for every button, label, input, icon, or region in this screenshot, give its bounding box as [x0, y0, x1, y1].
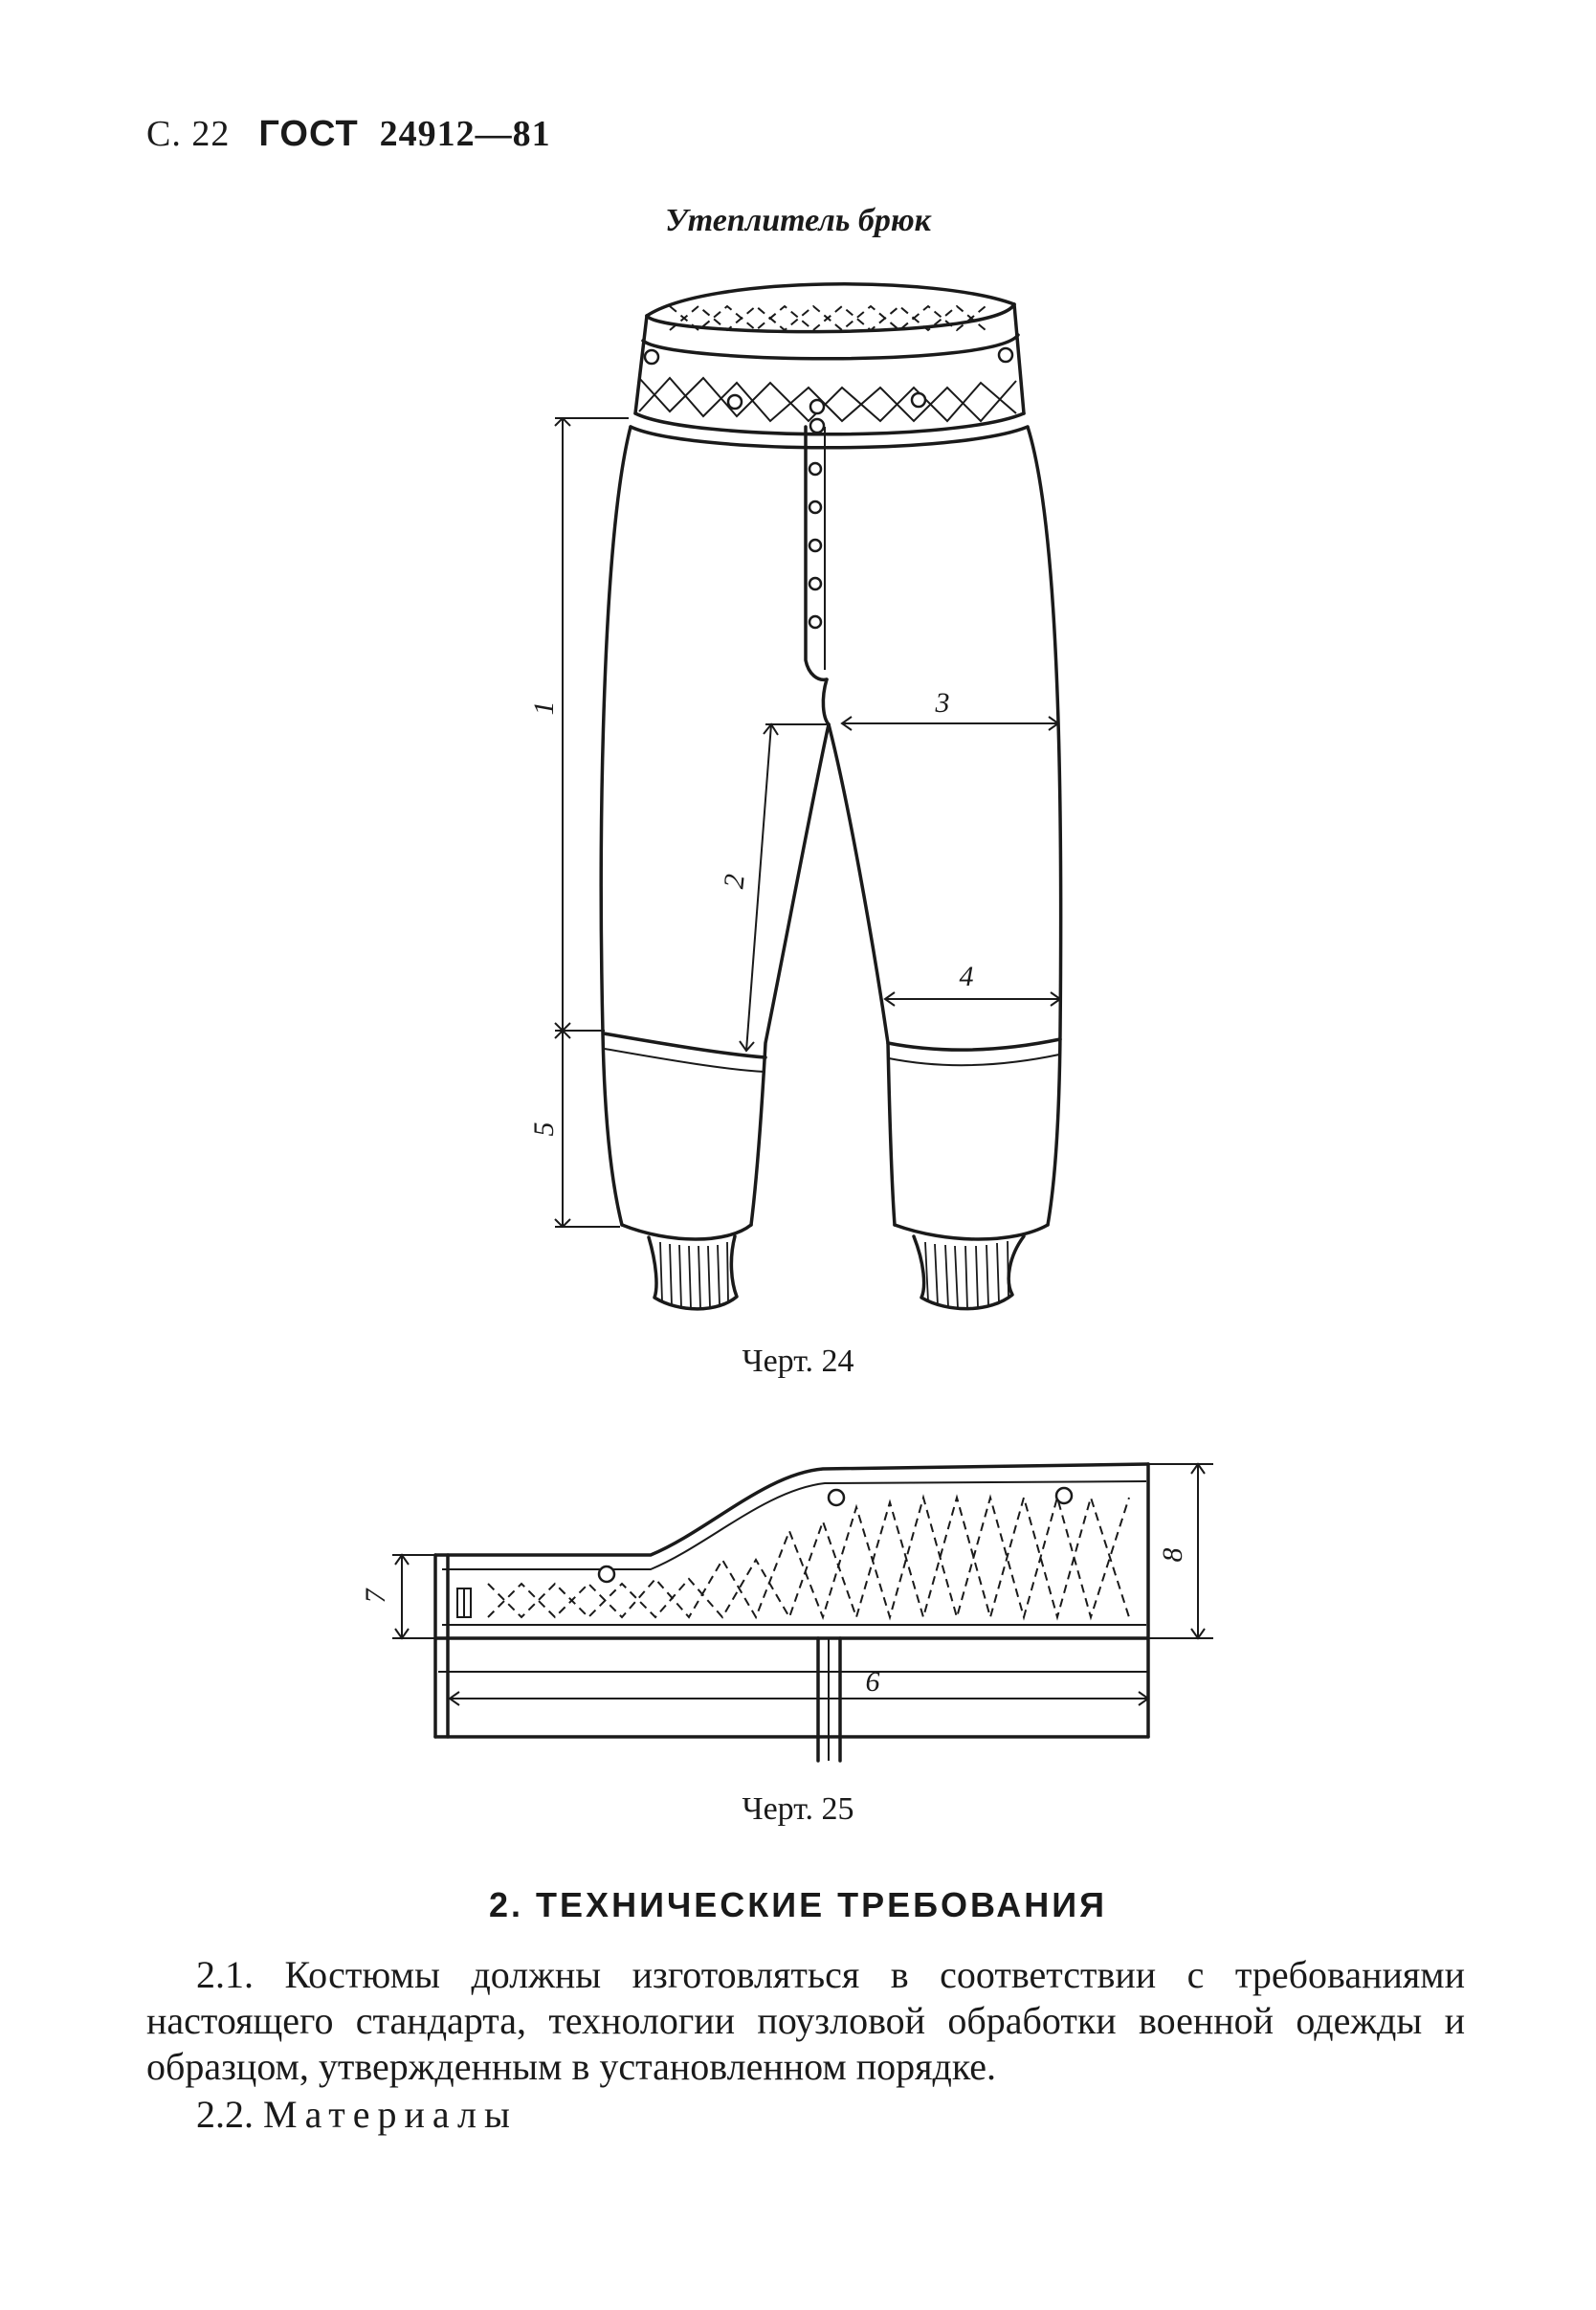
page-number: С. 22: [146, 114, 231, 154]
label-6: 6: [865, 1666, 880, 1698]
standard-number: 24912—81: [379, 114, 551, 154]
standard-label: ГОСТ: [258, 114, 359, 154]
drawing-title: Утеплитель брюк: [665, 203, 931, 238]
label-3: 3: [935, 687, 950, 719]
paragraph-2-1: 2.1. Костюмы должны изготовляться в соответствии с требованиями настоящего стандарта, технологии поузловой обработки военной одежды и образцом, утвержденным в установленном порядке.: [146, 1953, 1465, 2088]
label-4: 4: [959, 961, 974, 992]
label-1: 1: [528, 700, 560, 716]
paragraph-2-2-text: Материалы: [263, 2093, 518, 2136]
section-title: 2. ТЕХНИЧЕСКИЕ ТРЕБОВАНИЯ: [489, 1885, 1107, 1924]
label-5: 5: [528, 1122, 560, 1137]
figure-25-caption: Черт. 25: [742, 1791, 854, 1827]
paragraph-2-2-number: 2.2.: [196, 2093, 254, 2136]
label-7: 7: [360, 1588, 391, 1604]
figure-24-caption: Черт. 24: [742, 1344, 854, 1379]
label-2: 2: [718, 872, 751, 891]
label-8: 8: [1157, 1547, 1188, 1563]
paragraph-2-2: [146, 2092, 518, 2138]
